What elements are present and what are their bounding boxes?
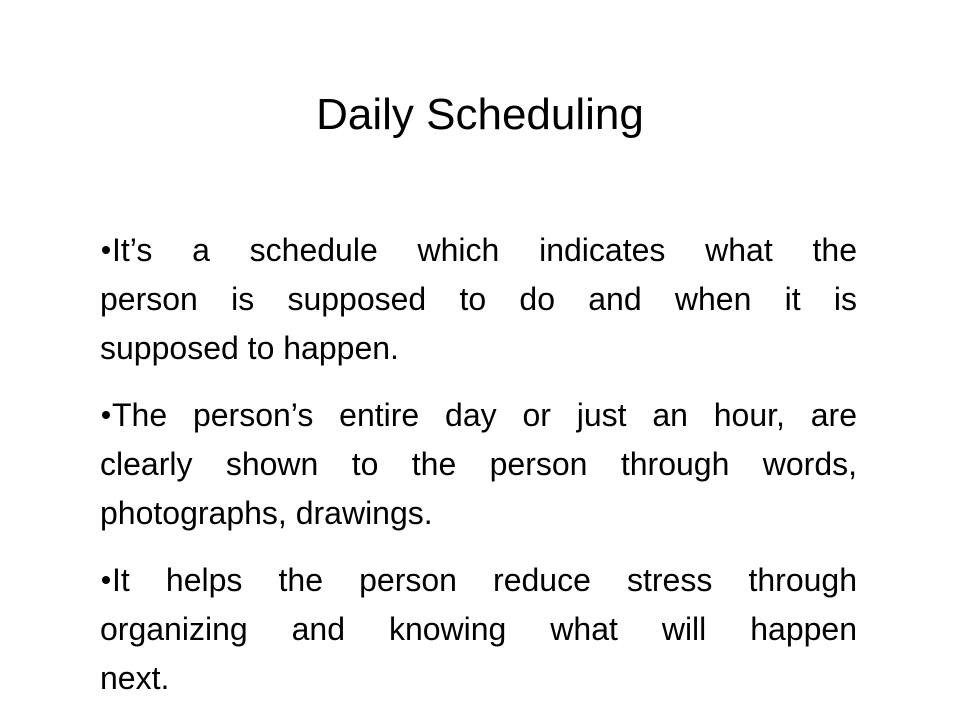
bullet-line: organizing and knowing what will happen <box>100 611 857 647</box>
bullet-line: next. <box>100 660 170 696</box>
bullet-icon <box>102 576 110 584</box>
slide-title: Daily Scheduling <box>316 90 644 139</box>
bullet-line: The person’s entire day or just an hour, are <box>112 397 857 433</box>
bullet-icon <box>102 246 110 254</box>
bullet-icon <box>102 411 110 419</box>
bullet-line: clearly shown to the person through words, <box>100 446 857 482</box>
bullet-line: supposed to happen. <box>100 330 399 366</box>
bullet-item <box>100 226 857 373</box>
bullet-line: It helps the person reduce stress through <box>112 562 857 598</box>
bullet-line: person is supposed to do and when it is <box>100 281 857 317</box>
bullet-item <box>100 556 857 703</box>
bullet-item <box>100 391 857 538</box>
bullet-list <box>100 226 857 703</box>
bullet-line: It’s a schedule which indicates what the <box>112 232 857 268</box>
bullet-line: photographs, drawings. <box>100 495 433 531</box>
